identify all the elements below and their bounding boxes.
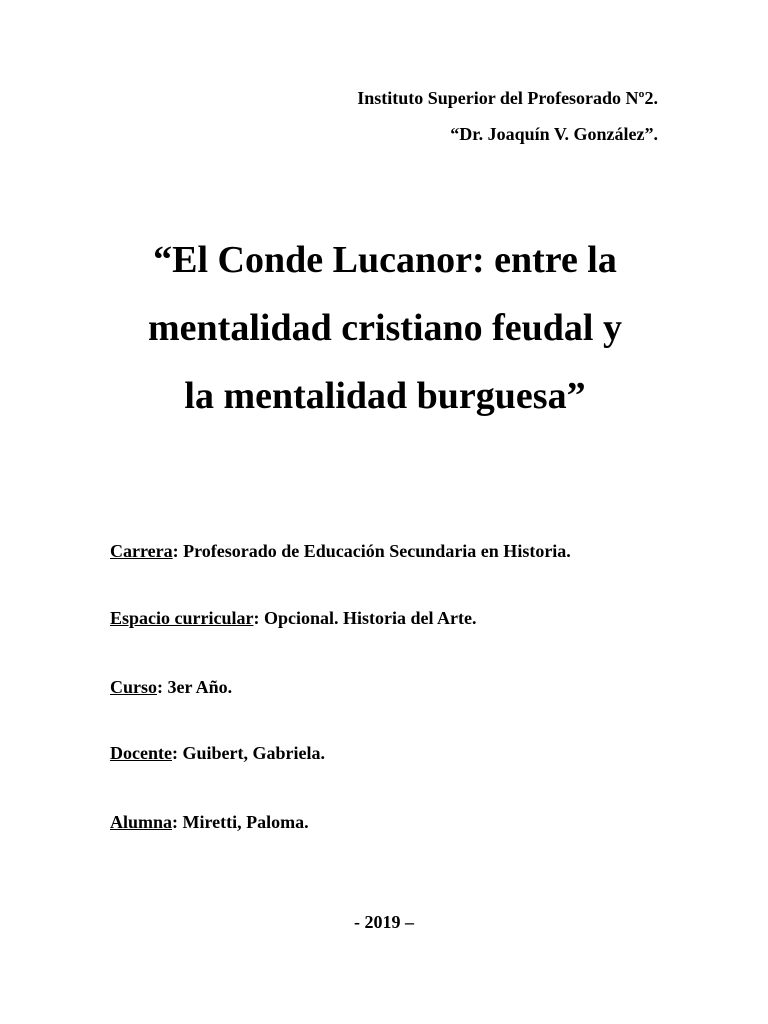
field-espacio-value: : Opcional. Historia del Arte. [253, 608, 477, 628]
field-espacio-label: Espacio curricular [110, 608, 254, 628]
title-line-1: “El Conde Lucanor: entre la [153, 239, 617, 281]
field-carrera [110, 541, 571, 561]
field-carrera-label: Carrera [110, 541, 173, 561]
field-curso-value: : 3er Año. [157, 677, 233, 697]
field-alumna-value: : Miretti, Paloma. [172, 812, 309, 832]
document-title [60, 226, 710, 430]
title-line-3: la mentalidad burguesa” [184, 375, 586, 417]
field-curso [110, 677, 232, 697]
field-docente-label: Docente [110, 743, 172, 763]
field-espacio-curricular [110, 608, 476, 628]
field-curso-label: Curso [110, 677, 158, 697]
document-year: - 2019 – [354, 912, 414, 932]
field-docente [110, 743, 325, 763]
field-docente-value: : Guibert, Gabriela. [171, 743, 325, 763]
title-line-2: mentalidad cristiano feudal y [148, 307, 622, 349]
institution-name: Instituto Superior del Profesorado Nº2. [357, 88, 658, 108]
field-alumna-label: Alumna [110, 812, 173, 832]
institution-subtitle: “Dr. Joaquín V. González”. [450, 124, 658, 144]
field-carrera-value: : Profesorado de Educación Secundaria en Historia. [172, 541, 571, 561]
field-alumna [110, 812, 309, 832]
